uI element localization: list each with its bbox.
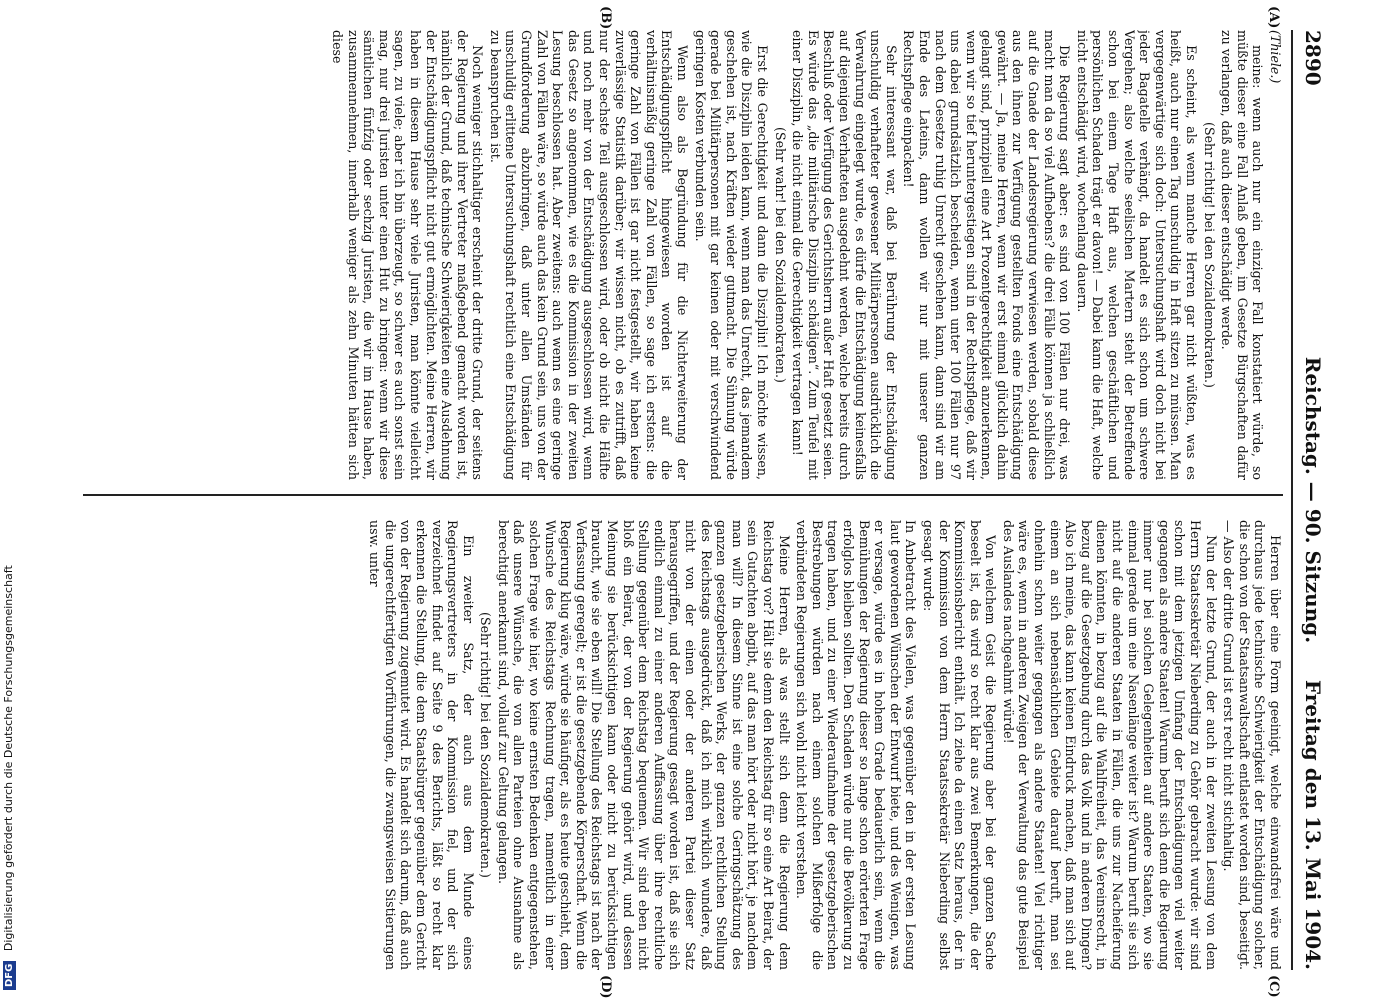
paragraph: Sehr interessant war, daß bei Berührung der Entschädigung unschuldig verhafteter gewesener Militärpersonen ausdrücklich die Verwahrung eingelegt wurde, es dürfe die Entschädigung keinesfalls auf diejenigen Verhafteten ausgedehnt werden, welche bereits durch Beschluß oder Verfügung des Gerichtsherrn außer Haft gesetzt seien. Es würde das „die militärische Disziplin schädigen“. Zum Teufel mit einer Disziplin, die nicht einmal die Gerechtigkeit vertragen kann! (790, 30, 899, 480)
paragraph: meine: wenn auch nur ein einziger Fall konstatiert würde, so müßte dieser eine Fall Anlaß geben, im Gesetze Bürgschaften dafür zu verlangen, daß auch dieser entschädigt werde. (1219, 30, 1266, 480)
paragraph: Noch weniger stichhaltiger erscheint der dritte Grund, der seitens der Regierung und ihrer Vertreter maßgebend gemacht worden ist, nämlich der Grund, daß technische Schwierigkeiten eine Ausdehnung der Entschädigungspflicht nicht gut ermöglichten. Meine Herren, wir haben in diesem Hause sehr viele Juristen, man könnte vielleicht sagen, zu viele; aber ich bin überzeugt, so schwer es auch sonst sein mag, nur drei Juristen unter einen Hut zu bringen: wenn wir diese sämtlichen fünfzig oder sechzig Juristen, die wir im Hause haben, zusammennehmen, innerhalb weniger als zehn Minuten hätten sich diese (329, 30, 486, 480)
page-number: 2890 (1301, 30, 1325, 86)
paragraph: Es scheint, als wenn manche Herren gar nicht wüßten, was es heißt, auch nur einen Tag unschuldig in Haft sitzen zu müssen. Man vergegenwärtige sich doch: Untersuchungshaft wird doch nicht bei jeder Bagatelle verhängt, da handelt es sich schon um schwere Vergehen; also welche seelischen Martern steht der Betreffende schon bei einem Tage Haft aus, welchen geschäftlichen und persönlichen Schaden trägt er davon! — Dabei kann die Haft, welche nicht entschädigt wird, wochenlang dauern. (1074, 30, 1200, 480)
paragraph: Die Regierung sagt aber: es sind von 100 Fällen nur drei, was macht man da so viel Aufhebens? die drei Fälle können ja schließlich auf die Gnade der Landesregierung verwiesen werden, sobald diese aus den ihnen zur Verfügung gestellten Fonds eine Entschädigung gewährt. — Ja, meine Herren, wenn wir erst einmal glücklich dahin gelangt sind, prinzipiell eine Art Prozentgerechtigkeit anzuerkennen, wenn wir so tief heruntergestiegen sind in der Rechtspflege, daß wir uns dabei grundsätzlich bescheiden, wenn unter 100 Fällen nur 97 nach dem Gesetze ruhig Unrecht geschehen kann, dann sind wir am Ende des Lateins, dann wollen wir nur mit unserer ganzen Rechtspflege einpacken! (901, 30, 1073, 480)
margin-label-b: (B) (598, 6, 613, 30)
page-title: Reichstag. — 90. Sitzung. (1301, 356, 1325, 644)
paragraph: Wenn also als Begründung für die Nichterweiterung der Entschädigungspflicht hingewiesen worden ist auf die verhältnismäßig geringe Zahl von Fällen, so sage ich erstens: die geringe Zahl von Fällen ist gar nicht festgestellt, wir haben keine zuverlässige Statistik darüber; wir wissen nicht, ob es zutrifft, daß nur der sechste Teil ausgeschlossen wird, oder ob nicht die Hälfte und noch mehr von der Entschädigung ausgeschlossen wird, wenn das Gesetz so angenommen, wie es die Kommission in der zweiten Lesung beschlossen hat. Aber zweitens: auch wenn es eine geringe Zahl von Fällen wäre, so würde auch das kein Grund sein, uns von der Grundforderung abzubringen, daß unter allen Umständen für unschuldig erlittene Untersuchungshaft rechtlich eine Entschädigung zu beanspruchen ist. (487, 30, 691, 480)
margin-label-a: (A) (1266, 6, 1281, 29)
margin-label-c: (C) (1266, 975, 1281, 998)
right-text-column (73, 520, 1283, 970)
paragraph: Von welchem Geist die Regierung aber bei der ganzen Sache beseelt ist, das wird so recht klar aus zwei Bemerkungen, die der Kommissionsbericht enthält. Ich ziehe da einen Satz heraus, der in der Kommission von dem Herrn Staatssekretär Nieberding selbst gesagt wurde: (920, 520, 999, 970)
margin-label-d: (D) (598, 975, 613, 999)
interjection: (Sehr richtig! bei den Sozialdemokraten.) (478, 612, 494, 878)
digitization-credit: Digitalisierung gefördert durch die Deutsche Forschungsgemeinschaft (2, 565, 15, 952)
speaker-name: (Thiele.) (1268, 30, 1283, 84)
paragraph: Ein zweiter Satz, der auch aus dem Munde eines Regierungsvertreters in der Kommission fiel, und der sich verzeichnet findet auf Seite 9 des Berichts, läßt so recht klar erkennen die Stellung, die dem Staatsbürger gegenüber dem Gericht von der Regierung zugemutet wird. Es handelt sich darum, daß auch die ungerechtfertigten Vorführungen, die zwangsweisen Sistierungen usw. unter (367, 520, 476, 970)
paragraph: Herren über eine Form geeinigt, welche einwandsfrei wäre und durchaus jede technische Schwierigkeit der Entschädigung solcher, die schon von der Staatsanwaltschaft entlastet worden sind, beseitigt. — Also der dritte Grund ist erst recht nicht stichhaltig. (1221, 520, 1283, 970)
dfg-logo: DFG (3, 961, 16, 990)
paragraph: Meine Herren, als was stellt sich denn die Regierung dem Reichstag vor? Hält sie denn den Reichstag für so eine Art Beirat, der sein Gutachten abgibt, auf das man hört oder nicht hört, je nachdem man will? In diesem Sinne ist eine solche Geringschätzung des ganzen gesetzgeberischen Werks, der ganzen rechtlichen Stellung des Reichstags ausgedrückt, daß ich mich wirklich wundere, daß nicht von der einen oder der anderen Partei dieser Satz herausgegriffen, und der Regierung gesagt worden ist, daß sie sich endlich einmal zu einer anderen Auffassung über ihre rechtliche Stellung gegenüber dem Reichstag bequemen. Wir sind eben nicht bloß ein Beirat, der von der Regierung gehört wird, und dessen Meinung sie berücksichtigen kann oder nicht zu berücksichtigen braucht, wie sie eben will! Die Stellung des Reichstags ist nach der Verfassung geregelt; er ist die gesetzgebende Körperschaft. Wenn die Regierung klug wäre, würde sie häufiger, als es heute geschieht, dem Wunsche des Reichstags Rechnung tragen, namentlich in einer solchen Frage wie hier, wo keine ernsten Bedenken entgegenstehen, daß unsere Wünsche, die von allen Parteien ohne Ausnahme als berechtigt anerkannt sind, vollauf zur Geltung gelangen. (495, 520, 792, 970)
session-date: Freitag den 13. Mai 1904. (1301, 679, 1325, 970)
interjection: (Sehr richtig! bei den Sozialdemokraten.) (1201, 122, 1217, 388)
page-header (1291, 30, 1333, 970)
paragraph: In Anbetracht des Vielen, was gegenüber den in der ersten Lesung laut gewordenen Wünschen der Entwurf biete, und des Wenigen, was er versage, würde es in hohem Grade bedauerlich sein, wenn die Bemühungen der Regierung dieser so lange schon erörterten Frage erfolglos bleiben sollten. Den Schaden würde nur die Bevölkerung zu tragen haben, und zu einer Wiederaufnahme der gesetzgeberischen Bestrebungen würden nach einem solchen Mißerfolge die verbündeten Regierungen sich wohl nicht leicht verstehen. (794, 520, 919, 970)
paragraph: Nun der letzte Grund, der auch in der zweiten Lesung von dem Herrn Staatssekretär Nieberding zu Gehör gebracht wurde: wir sind schon mit dem jetzigen Umfang der Entschädigungen viel weiter gegangen als andere Staaten! Warum beruft sich denn die Regierung immer nur bei solchen Gelegenheiten auf andere Staaten, wo sie einmal gerade um eine Nasenlänge weiter ist? Warum beruft sie sich nicht auf die anderen Staaten in Fällen, die uns zur Nacheiferung dienen könnten, in bezug auf die Wahlfreiheit, das Vereinsrecht, in bezug auf die Gesetzgebung durch das Volk und in anderen Dingen? Also ich meine, das kann keinen Eindruck machen, daß man sich auf einem an sich nebensächlichen Gebiete darauf beruft, man sei ohnehin schon weiter gegangen als andere Staaten! Viel richtiger wäre es, wenn in anderen Zweigen der Verwaltung das gute Beispiel des Auslandes nachgeahmt würde! (1000, 520, 1219, 970)
left-text-column (73, 30, 1283, 480)
interjection: (Sehr wahr! bei den Sozialdemokraten.) (772, 127, 788, 383)
side-credit (2, 0, 20, 990)
paragraph: Erst die Gerechtigkeit und dann die Disziplin! Ich möchte wissen, wie die Disziplin leiden kann, wenn man das Unrecht, das jemandem geschehen ist, nach Kräften wieder gutmacht. Die Sühnung würde gerade bei Militärpersonen mit gar keinen oder mit verschwindend geringen Kosten verbunden sein. (692, 30, 770, 480)
column-divider (83, 494, 1283, 496)
